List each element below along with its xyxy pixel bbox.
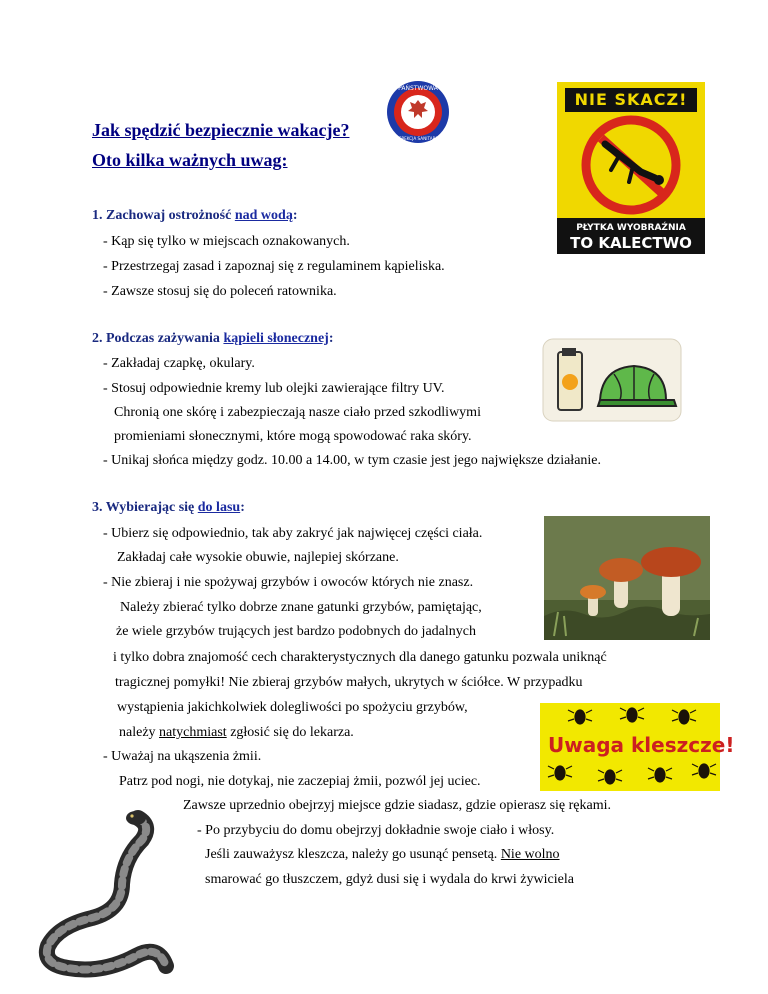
section-3-line: - Nie zbieraj i nie spożywaj grzybów i owoców których nie znasz. (103, 575, 474, 590)
section-3-heading (92, 500, 245, 516)
viper-image (18, 806, 178, 978)
sanitary-inspection-emblem (386, 80, 450, 144)
section-3-line: Zawsze uprzednio obejrzyj miejsce gdzie siadasz, gdzie opierasz się rękami. (183, 798, 611, 813)
section-3-doctor-line (119, 725, 354, 741)
section-3-tick-line (205, 847, 560, 863)
tick-line-prefix: Jeśli zauważysz kleszcza, należy go usunąć pensetą. (205, 847, 501, 862)
section-2-prefix: 2. Podczas zażywania (92, 331, 224, 346)
section-1-item: - Zawsze stosuj się do poleceń ratownika. (103, 284, 337, 299)
page-subtitle: Oto kilka ważnych uwag: (92, 150, 288, 170)
emblem-text-top: PAŃSTWOWA (398, 85, 438, 92)
sun-protection-icon (542, 338, 682, 422)
section-2-item: promieniami słonecznymi, które mogą spowodować raka skóry. (114, 429, 472, 444)
section-3-line: smarować go tłuszczem, gdyż dusi się i wydala do krwi żywiciela (205, 872, 574, 887)
ticks-warning-text: Uwaga kleszcze! (548, 733, 735, 757)
section-2-item: Chronią one skórę i zabezpieczają nasze ciało przed szkodliwymi (114, 405, 481, 420)
no-diving-icon (571, 114, 691, 216)
section-3-prefix: 3. Wybierając się (92, 500, 198, 515)
section-3-line: że wiele grzybów trujących jest bardzo podobnych do jadalnych (116, 624, 476, 639)
section-2-link[interactable]: kąpieli słonecznej (223, 331, 329, 346)
section-3-suffix: : (240, 500, 245, 515)
section-2-item: - Unikaj słońca między godz. 10.00 a 14.00, w tym czasie jest jego największe działanie. (103, 453, 602, 468)
sign-bottom-line1: PŁYTKA WYOBRAŹNIA (576, 223, 686, 233)
sign-bottom (557, 218, 705, 254)
mushrooms-image (544, 516, 710, 640)
section-1-prefix: 1. Zachowaj ostrożność (92, 208, 235, 223)
section-1-heading (92, 208, 297, 224)
section-2-suffix: : (328, 331, 334, 346)
section-2-item: - Zakładaj czapkę, okulary. (103, 356, 255, 371)
section-3-line: i tylko dobra znajomość cech charakterystycznych dla danego gatunku pozwala uniknąć (113, 650, 607, 665)
section-3-line: wystąpienia jakichkolwiek dolegliwości po spożyciu grzybów, (117, 700, 468, 715)
doctor-line-prefix: należy (119, 725, 160, 740)
no-diving-sign (557, 82, 705, 254)
section-1-suffix: : (292, 208, 298, 223)
section-3-line: - Po przybyciu do domu obejrzyj dokładnie swoje ciało i włosy. (197, 823, 555, 838)
doctor-line-underlined: natychmiast (159, 725, 227, 740)
section-3-line: - Ubierz się odpowiednio, tak aby zakryć jak najwięcej części ciała. (103, 526, 483, 541)
page-title: Jak spędzić bezpiecznie wakacje? (92, 120, 350, 140)
sign-top-text: NIE SKACZ! (565, 88, 697, 112)
section-3-link[interactable]: do lasu (197, 500, 241, 515)
section-3-line: - Uważaj na ukąszenia żmii. (103, 749, 262, 764)
sign-bottom-line2: TO KALECTWO (570, 234, 692, 252)
section-1-item: - Przestrzegaj zasad i zapoznaj się z regulaminem kąpieliska. (103, 259, 445, 274)
ticks-warning-sign (540, 703, 735, 791)
section-3-line: tragicznej pomyłki! Nie zbieraj grzybów małych, ukrytych w ściółce. W przypadku (115, 675, 583, 690)
section-3-line: Zakładaj całe wysokie obuwie, najlepiej skórzane. (117, 550, 399, 565)
section-1-link[interactable]: nad wodą (234, 208, 293, 223)
section-2-item: - Stosuj odpowiednie kremy lub olejki zawierające filtry UV. (103, 381, 445, 396)
section-3-line: Należy zbierać tylko dobrze znane gatunki grzybów, pamiętając, (120, 600, 482, 615)
doctor-line-suffix: zgłosić się do lekarza. (226, 725, 354, 740)
section-2-heading (92, 331, 334, 347)
section-3-line: Patrz pod nogi, nie dotykaj, nie zaczepiaj żmii, pozwól jej uciec. (119, 774, 481, 789)
tick-line-underlined: Nie wolno (500, 847, 560, 862)
section-1-item: - Kąp się tylko w miejscach oznakowanych. (103, 234, 350, 249)
emblem-text-bottom: INSPEKCJA SANITARNA (394, 136, 442, 141)
